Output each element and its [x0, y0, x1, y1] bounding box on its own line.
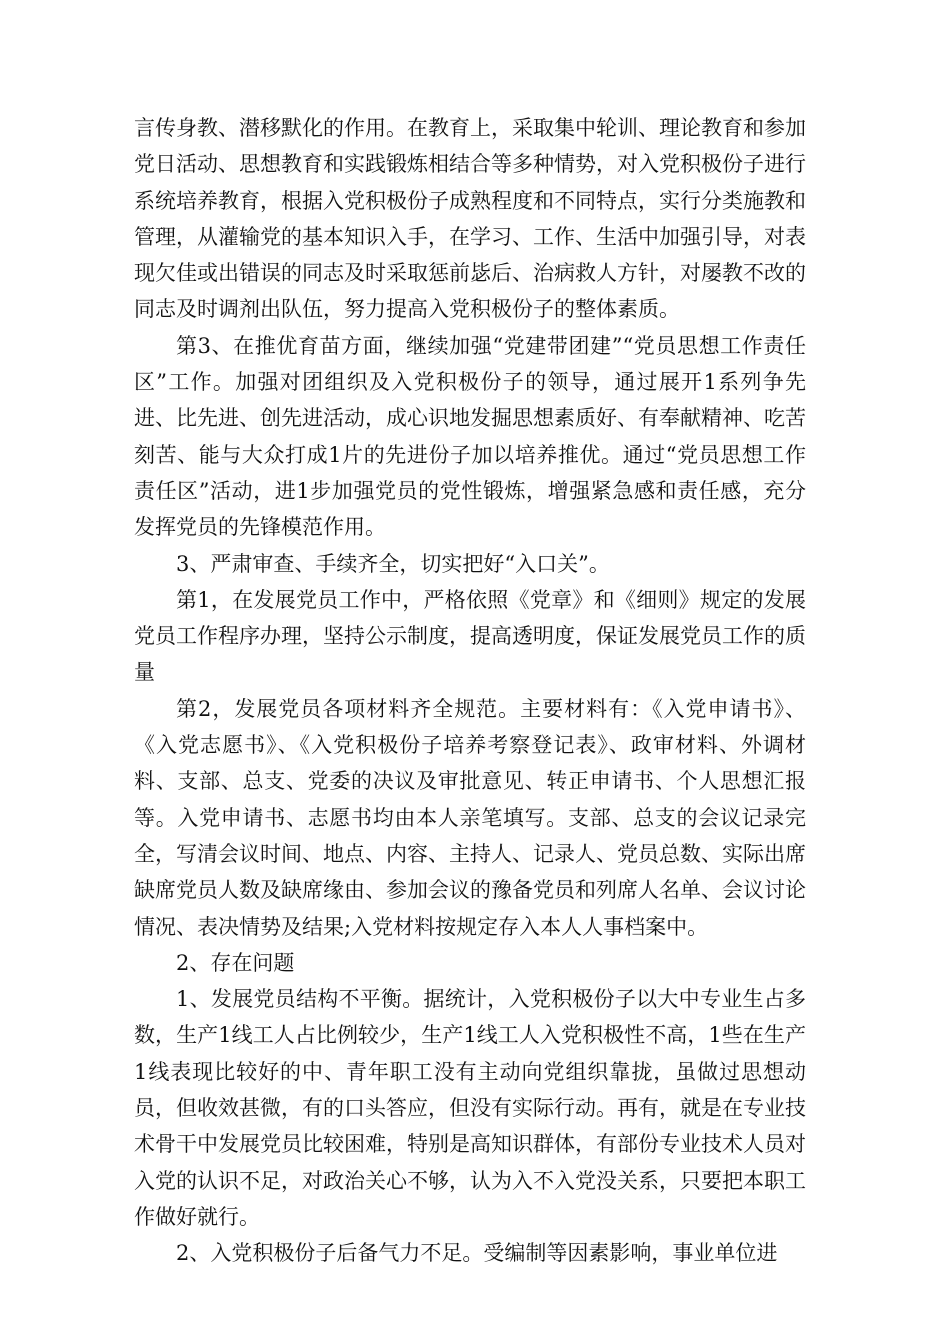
paragraph-8: 2、入党积极份子后备气力不足。受编制等因素影响，事业单位进: [176, 1241, 778, 1266]
paragraph-2: 第3、在推优育苗方面，继续加强“党建带团建”“党员思想工作责任区”工作。加强对团组织及入党积极份子的领导，通过展开1系列争先进、比先进、创先进活动，成心识地发掘思想素质好、有奉献精神、吃苦刻苦、能与大众打成1片的先进份子加以培养推优。通过“党员思想工作责任区”活动，进1步加强党员的党性锻炼，增强紧急感和责任感，充分发挥党员的先锋模范作用。: [134, 333, 806, 540]
document-page: [134, 110, 806, 1272]
paragraph-5: 第2，发展党员各项材料齐全规范。主要材料有：《入党申请书》、《入党志愿书》、《入党积极份子培养考察登记表》、政审材料、外调材料、支部、总支、党委的决议及审批意见、转正申请书、个人思想汇报等。入党申请书、志愿书均由本人亲笔填写。支部、总支的会议记录完全，写清会议时间、地点、内容、主持人、记录人、党员总数、实际出席缺席党员人数及缺席缘由、参加会议的豫备党员和列席人名单、会议讨论情况、表决情势及结果;入党材料按规定存入本人人事档案中。: [134, 696, 806, 939]
section-heading-problems: 2、存在问题: [176, 950, 295, 975]
paragraph-3: 3、严肃审查、手续齐全，切实把好“入口关”。: [176, 551, 610, 576]
paragraph-1: 言传身教、潜移默化的作用。在教育上，采取集中轮训、理论教育和参加党日活动、思想教育和实践锻炼相结合等多种情势，对入党积极份子进行系统培养教育，根据入党积极份子成熟程度和不同特点，实行分类施教和管理，从灌输党的基本知识入手，在学习、工作、生活中加强引导，对表现欠佳或出错误的同志及时采取惩前毖后、治病救人方针，对屡教不改的同志及时调剂出队伍，努力提高入党积极份子的整体素质。: [134, 116, 806, 322]
paragraph-4: 第1，在发展党员工作中，严格依照《党章》和《细则》规定的发展党员工作程序办理，坚持公示制度，提高透明度，保证发展党员工作的质量: [134, 587, 806, 685]
paragraph-7: 1、发展党员结构不平衡。据统计，入党积极份子以大中专业生占多数，生产1线工人占比例较少，生产1线工人入党积极性不高，1些在生产1线表现比较好的中、青年职工没有主动向党组织靠拢，虽做过思想动员，但收效甚微，有的口头答应，但没有实际行动。再有，就是在专业技术骨干中发展党员比较困难，特别是高知识群体，有部份专业技术人员对入党的认识不足，对政治关心不够，认为入不入党没关系，只要把本职工作做好就行。: [134, 987, 806, 1229]
